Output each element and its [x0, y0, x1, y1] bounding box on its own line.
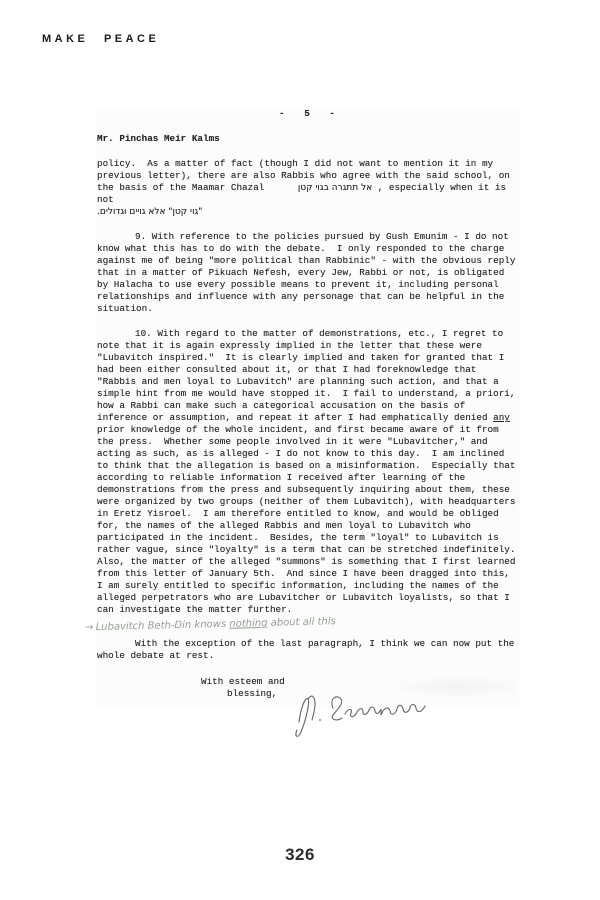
letter-addressee: Mr. Pinchas Meir Kalms	[97, 133, 220, 144]
arrow-icon: →	[84, 622, 93, 634]
continuation-text-after: , especially when it is not	[97, 182, 512, 205]
paragraph-10-part1: 10. With regard to the matter of demonstrations, etc., I regret to note that it is again expressly implied in the letter that these were "Lubavitch inspired." It is clearly implied and taken for granted that I had been either consulted about it, or that I had foreknowledge that "Rabbis and men loyal to Lubavitch" are planning such action, and that a simple hint from me would have stopped it. I fail to understand, a priori, how a Rabbi can make such a categorical accusation on the basis of inference or assumption, and repeat it after I had emphatically denied	[97, 328, 522, 423]
letter-paragraph-9: 9. With reference to the policies pursued by Gush Emunim - I do not know what this has to do with the debate. I only responded to the charge against me of being "more political than Rabbinic" - with the obvious reply that in a matter of Pikuach Nefesh, every Jew, Rabbi or not, is obligated by Halacha to use every possible means to prevent it, including personal relationships and influence with any personage that can be helpful in the situation.	[97, 231, 522, 314]
valediction-line1: With esteem and	[201, 676, 285, 687]
letter-paragraph-10	[97, 328, 527, 616]
paragraph-10-part2: prior knowledge of the whole incident, and first became aware of it from the press. Whether some people involved in it were "Lubavitcher," and acting as such, as is alleged - I do not know to this day. I am inclined to think that the allegation is based on a misinformation. Especially that according to reliable information I received after learning of the demonstrations from the press and subsequently inquiring about them, these were organized by two groups (neither of them Lubavitch), with headquarters in Eretz Yisroel. I am therefore entitled to know, and would be obliged for, the names of the alleged Rabbis and men loyal to Lubavitch who participated in the incident. Besides, the term "loyal" to Lubavitch is rather vague, since "loyalty" is a term that can be stretched indefinitely. Also, the matter of the alleged "summons" is something that I first learned from this letter of January 5th. And since I have been dragged into this, I am surely entitled to specific information, including the names of the alleged perpetrators who are Lubavitcher or Lubavitch loyalists, so that I can investigate the matter further.	[97, 412, 527, 615]
valediction-line2: blessing,	[227, 688, 278, 699]
handwritten-text-before: Lubavitch Beth-Din knows	[95, 618, 230, 634]
letter-page-marker: - 5 -	[279, 108, 337, 119]
book-header: MAKE PEACE	[42, 33, 160, 45]
signature-schneerson	[289, 684, 439, 739]
handwritten-text-after: about all this	[267, 616, 336, 629]
letter-paragraph-continuation	[97, 158, 519, 206]
handwritten-underlined-word: nothing	[229, 617, 268, 630]
hebrew-quote-inline: אל תתגרה בגוי קטן	[297, 183, 373, 193]
letter-paragraph-closing: With the exception of the last paragraph, I think we can now put the whole debate at rest.	[97, 638, 520, 661]
hebrew-quote-line2: "גוי קטן" אלא גויים וגדולים.	[97, 207, 203, 217]
letter-valediction	[201, 676, 519, 736]
letter-scan	[84, 108, 527, 708]
page-number: 326	[285, 845, 315, 864]
underlined-word-any: any	[493, 412, 510, 423]
continuation-text-before: policy. As a matter of fact (though I did not want to mention it in my previous letter), there are also Rabbis who agree with the said school, on the basis of the Maamar Chazal	[97, 158, 516, 193]
